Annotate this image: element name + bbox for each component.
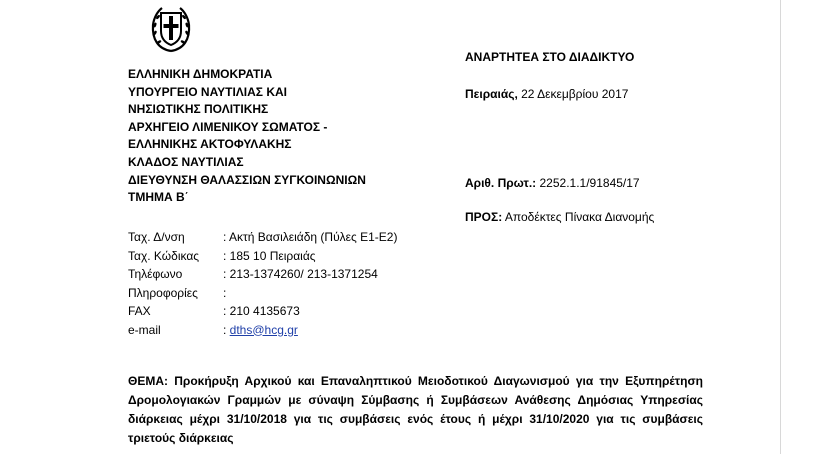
authority-line: ΥΠΟΥΡΓΕΙΟ ΝΑΥΤΙΛΙΑΣ ΚΑΙ [128,84,288,99]
contact-details [128,228,397,339]
protocol-label: Αριθ. Πρωτ.: [465,176,537,190]
contact-value: : Ακτή Βασιλειάδη (Πύλες Ε1-Ε2) [223,230,398,244]
document-subject: ΘΕΜΑ: Προκήρυξη Αρχικού και Επαναληπτικού Μειοδοτικού Διαγωνισμού για την Εξυπηρέτηση Δρομολογιακών Γραμμών με σύναψη Σύμβασης ή Συμβάσεων Ανάθεσης Δημόσιας Υπηρεσίας διάρκειας μέχρι 31/10/2018 για τις συμβάσεις ενός έτους ή μέχρι 31/10/2020 για τις συμβάσεις τριετούς διάρκειας [128,374,703,445]
email-link[interactable]: dths@hcg.gr [229,322,298,337]
document-date: 22 Δεκεμβρίου 2017 [521,87,629,101]
authority-line: ΑΡΧΗΓΕΙΟ ΛΙΜΕΝΙΚΟΥ ΣΩΜΑΤΟΣ - [128,119,328,134]
contact-row-phone [128,265,397,284]
contact-value: : 185 10 Πειραιάς [223,248,316,263]
contact-label: FAX [128,304,151,318]
authority-line: ΚΛΑΔΟΣ ΝΑΥΤΙΛΙΑΣ [128,154,244,169]
email-separator: : [223,322,230,337]
contact-label: e-mail [128,322,161,337]
authority-line: ΕΛΛΗΝΙΚΗ ΔΗΜΟΚΡΑΤΙΑ [128,67,273,81]
recipients-line [465,210,654,224]
protocol-number-line [465,176,640,190]
contact-row-info [128,284,397,303]
authority-line: ΤΜΗΜΑ Β΄ [128,190,189,205]
publish-notice: ΑΝΑΡΤΗΤΕΑ ΣΤΟ ΔΙΑΔΙΚΤΥΟ [465,50,635,64]
contact-value: : 210 4135673 [223,304,300,318]
place-date [465,87,628,101]
contact-label: Ταχ. Δ/νση [128,230,185,244]
authority-line: ΕΛΛΗΝΙΚΗΣ ΑΚΤΟΦΥΛΑΚΗΣ [128,137,292,152]
place: Πειραιάς, [465,87,518,101]
contact-row-email [128,321,397,340]
protocol-number: 2252.1.1/91845/17 [539,176,640,190]
greek-coat-of-arms-icon [150,5,192,53]
contact-label: Τηλέφωνο [128,267,183,281]
contact-label: Πληροφορίες [128,285,198,300]
contact-row-address [128,228,397,247]
recipients: Αποδέκτες Πίνακα Διανομής [504,210,655,224]
contact-row-fax [128,302,397,321]
contact-label: Ταχ. Κώδικας [128,248,200,263]
authority-line: ΝΗΣΙΩΤΙΚΗΣ ΠΟΛΙΤΙΚΗΣ [128,102,269,117]
issuing-authority [128,66,366,207]
contact-row-postcode [128,247,397,266]
contact-value: : [223,285,227,300]
authority-line: ΔΙΕΥΘΥΝΣΗ ΘΑΛΑΣΣΙΩΝ ΣΥΓΚΟΙΝΩΝΙΩΝ [128,172,366,187]
contact-value: : 213-1374260/ 213-1371254 [223,267,378,281]
recipients-label: ΠΡΟΣ: [465,210,503,224]
contact-value [223,321,298,340]
